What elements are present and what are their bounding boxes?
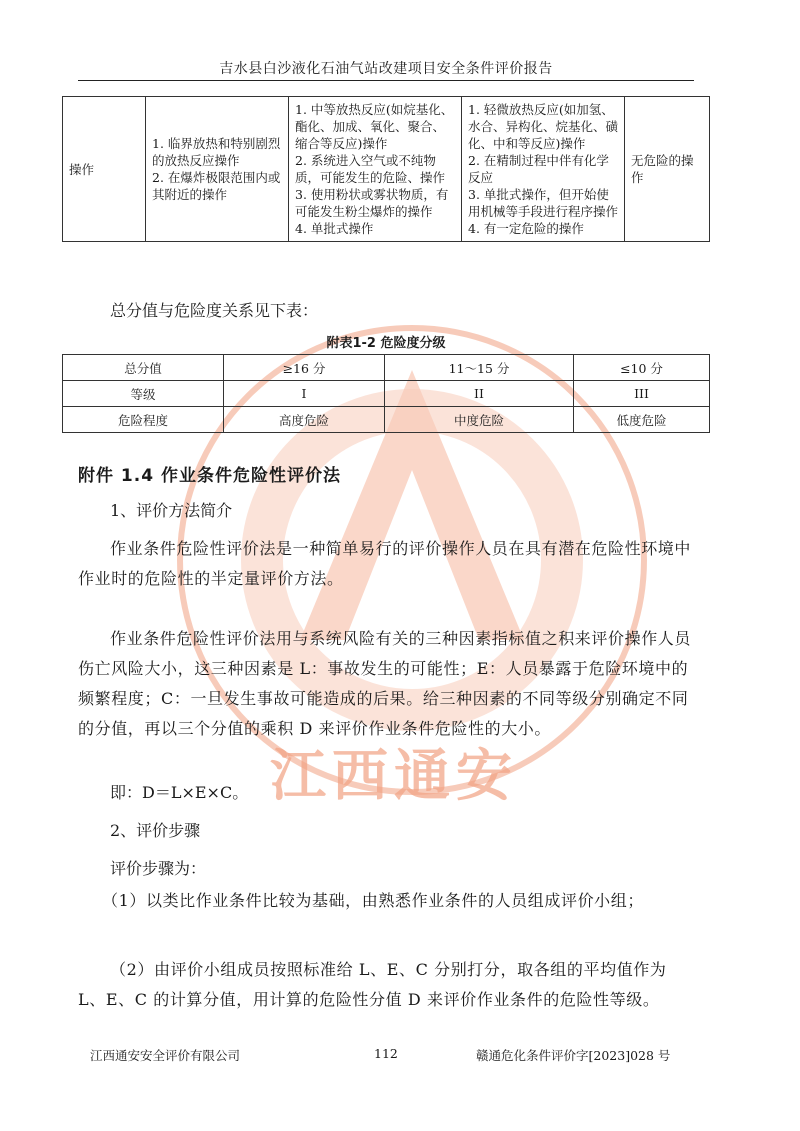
table-cell: 中度危险 — [385, 407, 574, 433]
list-item: 2. 在爆炸极限范围内或其附近的操作 — [152, 170, 281, 202]
section-heading: 附件 1.4 作业条件危险性评价法 — [78, 466, 341, 486]
list-item: 1. 轻微放热反应(如加氢、水合、异构化、烷基化、磺化、中和等反应)操作 — [468, 102, 619, 151]
table-row — [63, 355, 710, 381]
paragraph-factors: 作业条件危险性评价法用与系统风险有关的三种因素指标值之积来评价操作人员伤亡风险大小，这三种因素是 L：事故发生的可能性；E：人员暴露于危险环境中的频繁程度；C：一旦发生事故可能造成的后果。给三种因素的不同等级分别确定不同的分值，再以三个分值的乘积 D 来评价作业条件危险性的大小。 — [78, 629, 692, 738]
formula-text: 即：D＝L×E×C。 — [110, 783, 249, 802]
list-item: 1. 临界放热和特别剧烈的放热反应操作 — [152, 136, 281, 168]
table-cell — [146, 97, 289, 242]
table-cell — [289, 97, 462, 242]
header-divider — [78, 80, 694, 81]
table-row — [63, 407, 710, 433]
table-cell — [462, 97, 625, 242]
watermark-text: 江西通安 — [270, 744, 518, 809]
footer-reference: 赣通危化条件评价字[2023]028 号 — [476, 1048, 671, 1063]
report-title-header: 吉水县白沙液化石油气站改建项目安全条件评价报告 — [219, 61, 553, 77]
risk-grade-table — [62, 354, 710, 433]
table-row — [63, 97, 710, 242]
table-cell: I — [224, 381, 385, 407]
intro-text: 总分值与危险度关系见下表： — [110, 301, 319, 320]
footer-company: 江西通安安全评价有限公司 — [90, 1048, 241, 1063]
table-caption: 附表1-2 危险度分级 — [326, 336, 446, 351]
table-cell: III — [574, 381, 710, 407]
operations-table — [62, 96, 710, 242]
table-cell: 高度危险 — [224, 407, 385, 433]
table-cell: 总分值 — [63, 355, 224, 381]
table-cell: 11～15 分 — [385, 355, 574, 381]
table-cell: ≥16 分 — [224, 355, 385, 381]
table-row — [63, 381, 710, 407]
step-item-1: （1）以类比作业条件比较为基础，由熟悉作业条件的人员组成评价小组； — [102, 891, 644, 910]
page-number: 112 — [374, 1046, 398, 1061]
table-cell: 危险程度 — [63, 407, 224, 433]
table-cell: 操作 — [63, 97, 146, 242]
list-item: 3. 单批式操作，但开始使用机械等手段进行程序操作 — [468, 187, 619, 219]
subheading-steps: 2、评价步骤 — [110, 821, 201, 840]
list-item: 4. 有一定危险的操作 — [468, 221, 584, 236]
list-item: 2. 在精制过程中伴有化学反应 — [468, 153, 609, 185]
table-cell: 等级 — [63, 381, 224, 407]
steps-intro: 评价步骤为： — [110, 859, 207, 878]
step-item-2: （2）由评价小组成员按照标准给 L、E、C 分别打分，取各组的平均值作为 L、E、C 的计算分值，用计算的危险性分值 D 来评价作业条件的危险性等级。 — [78, 960, 667, 1009]
table-cell: 无危险的操作 — [625, 97, 710, 242]
list-item: 1. 中等放热反应(如烷基化、酯化、加成、氧化、聚合、缩合等反应)操作 — [295, 102, 454, 151]
table-cell: 低度危险 — [574, 407, 710, 433]
table-cell: ≤10 分 — [574, 355, 710, 381]
table-cell: II — [385, 381, 574, 407]
subheading-intro: 1、评价方法简介 — [110, 501, 233, 520]
list-item: 3. 使用粉状或雾状物质，有可能发生粉尘爆炸的操作 — [295, 187, 449, 219]
paragraph-method: 作业条件危险性评价法是一种简单易行的评价操作人员在具有潜在危险性环境中作业时的危险性的半定量评价方法。 — [78, 539, 692, 588]
list-item: 4. 单批式操作 — [295, 221, 374, 236]
list-item: 2. 系统进入空气或不纯物质，可能发生的危险、操作 — [295, 153, 446, 185]
